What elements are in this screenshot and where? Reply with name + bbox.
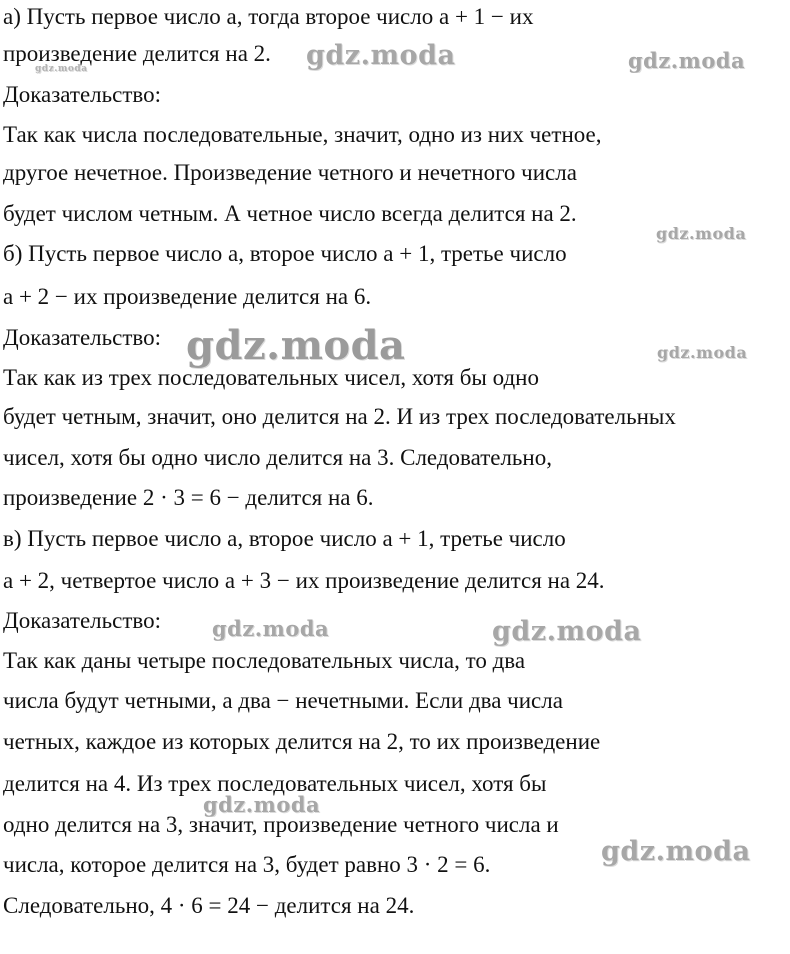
watermark: gdz.moda — [306, 40, 456, 71]
text-line: будет четным, значит, оно делится на 2. И из трех последовательных — [3, 404, 676, 429]
text-line: четных, каждое из которых делится на 2, то их произведение — [3, 729, 601, 754]
text-line: a + 2 − их произведение делится на 6. — [3, 284, 372, 309]
watermark: gdz.moda — [186, 322, 406, 369]
watermark: gdz.moda — [35, 64, 88, 74]
watermark: gdz.moda — [203, 792, 321, 817]
text-line: Доказательство: — [3, 82, 162, 107]
text-line: произведение 2 · 3 = 6 − делится на 6. — [3, 485, 374, 510]
text-line: одно делится на 3, значит, произведение четного числа и — [3, 812, 559, 837]
text-line: чисел, хотя бы одно число делится на 3. Следовательно, — [3, 445, 552, 470]
text-line: делится на 4. Из трех последовательных чисел, хотя бы — [3, 771, 547, 796]
text-line: а) Пусть первое число a, тогда второе число a + 1 − их — [3, 4, 534, 29]
text-line: другое нечетное. Произведение четного и нечетного числа — [3, 160, 577, 185]
text-line: Так как даны четыре последовательных числа, то два — [3, 648, 526, 673]
text-line: в) Пусть первое число a, второе число a + 1, третье число — [3, 526, 566, 551]
watermark: gdz.moda — [492, 616, 642, 647]
watermark: gdz.moda — [657, 343, 748, 362]
text-line: Так как числа последовательные, значит, одно из них четное, — [3, 122, 602, 147]
text-line: числа, которое делится на 3, будет равно 3 · 2 = 6. — [3, 852, 491, 877]
text-line: Следовательно, 4 · 6 = 24 − делится на 24. — [3, 893, 415, 918]
text-line: a + 2, четвертое число a + 3 − их произведение делится на 24. — [3, 568, 605, 593]
text-line: б) Пусть первое число a, второе число a + 1, третье число — [3, 241, 567, 266]
text-line: числа будут четными, а два − нечетными. Если два числа — [3, 688, 563, 713]
text-line: Так как из трех последовательных чисел, хотя бы одно — [3, 365, 539, 390]
text-line: будет числом четным. А четное число всегда делится на 2. — [3, 201, 577, 226]
watermark: gdz.moda — [656, 224, 747, 243]
text-line: Доказательство: — [3, 325, 162, 350]
watermark: gdz.moda — [601, 836, 751, 867]
watermark: gdz.moda — [212, 616, 330, 641]
text-line: произведение делится на 2. — [3, 41, 271, 66]
watermark: gdz.moda — [628, 48, 746, 73]
text-line: Доказательство: — [3, 608, 162, 633]
